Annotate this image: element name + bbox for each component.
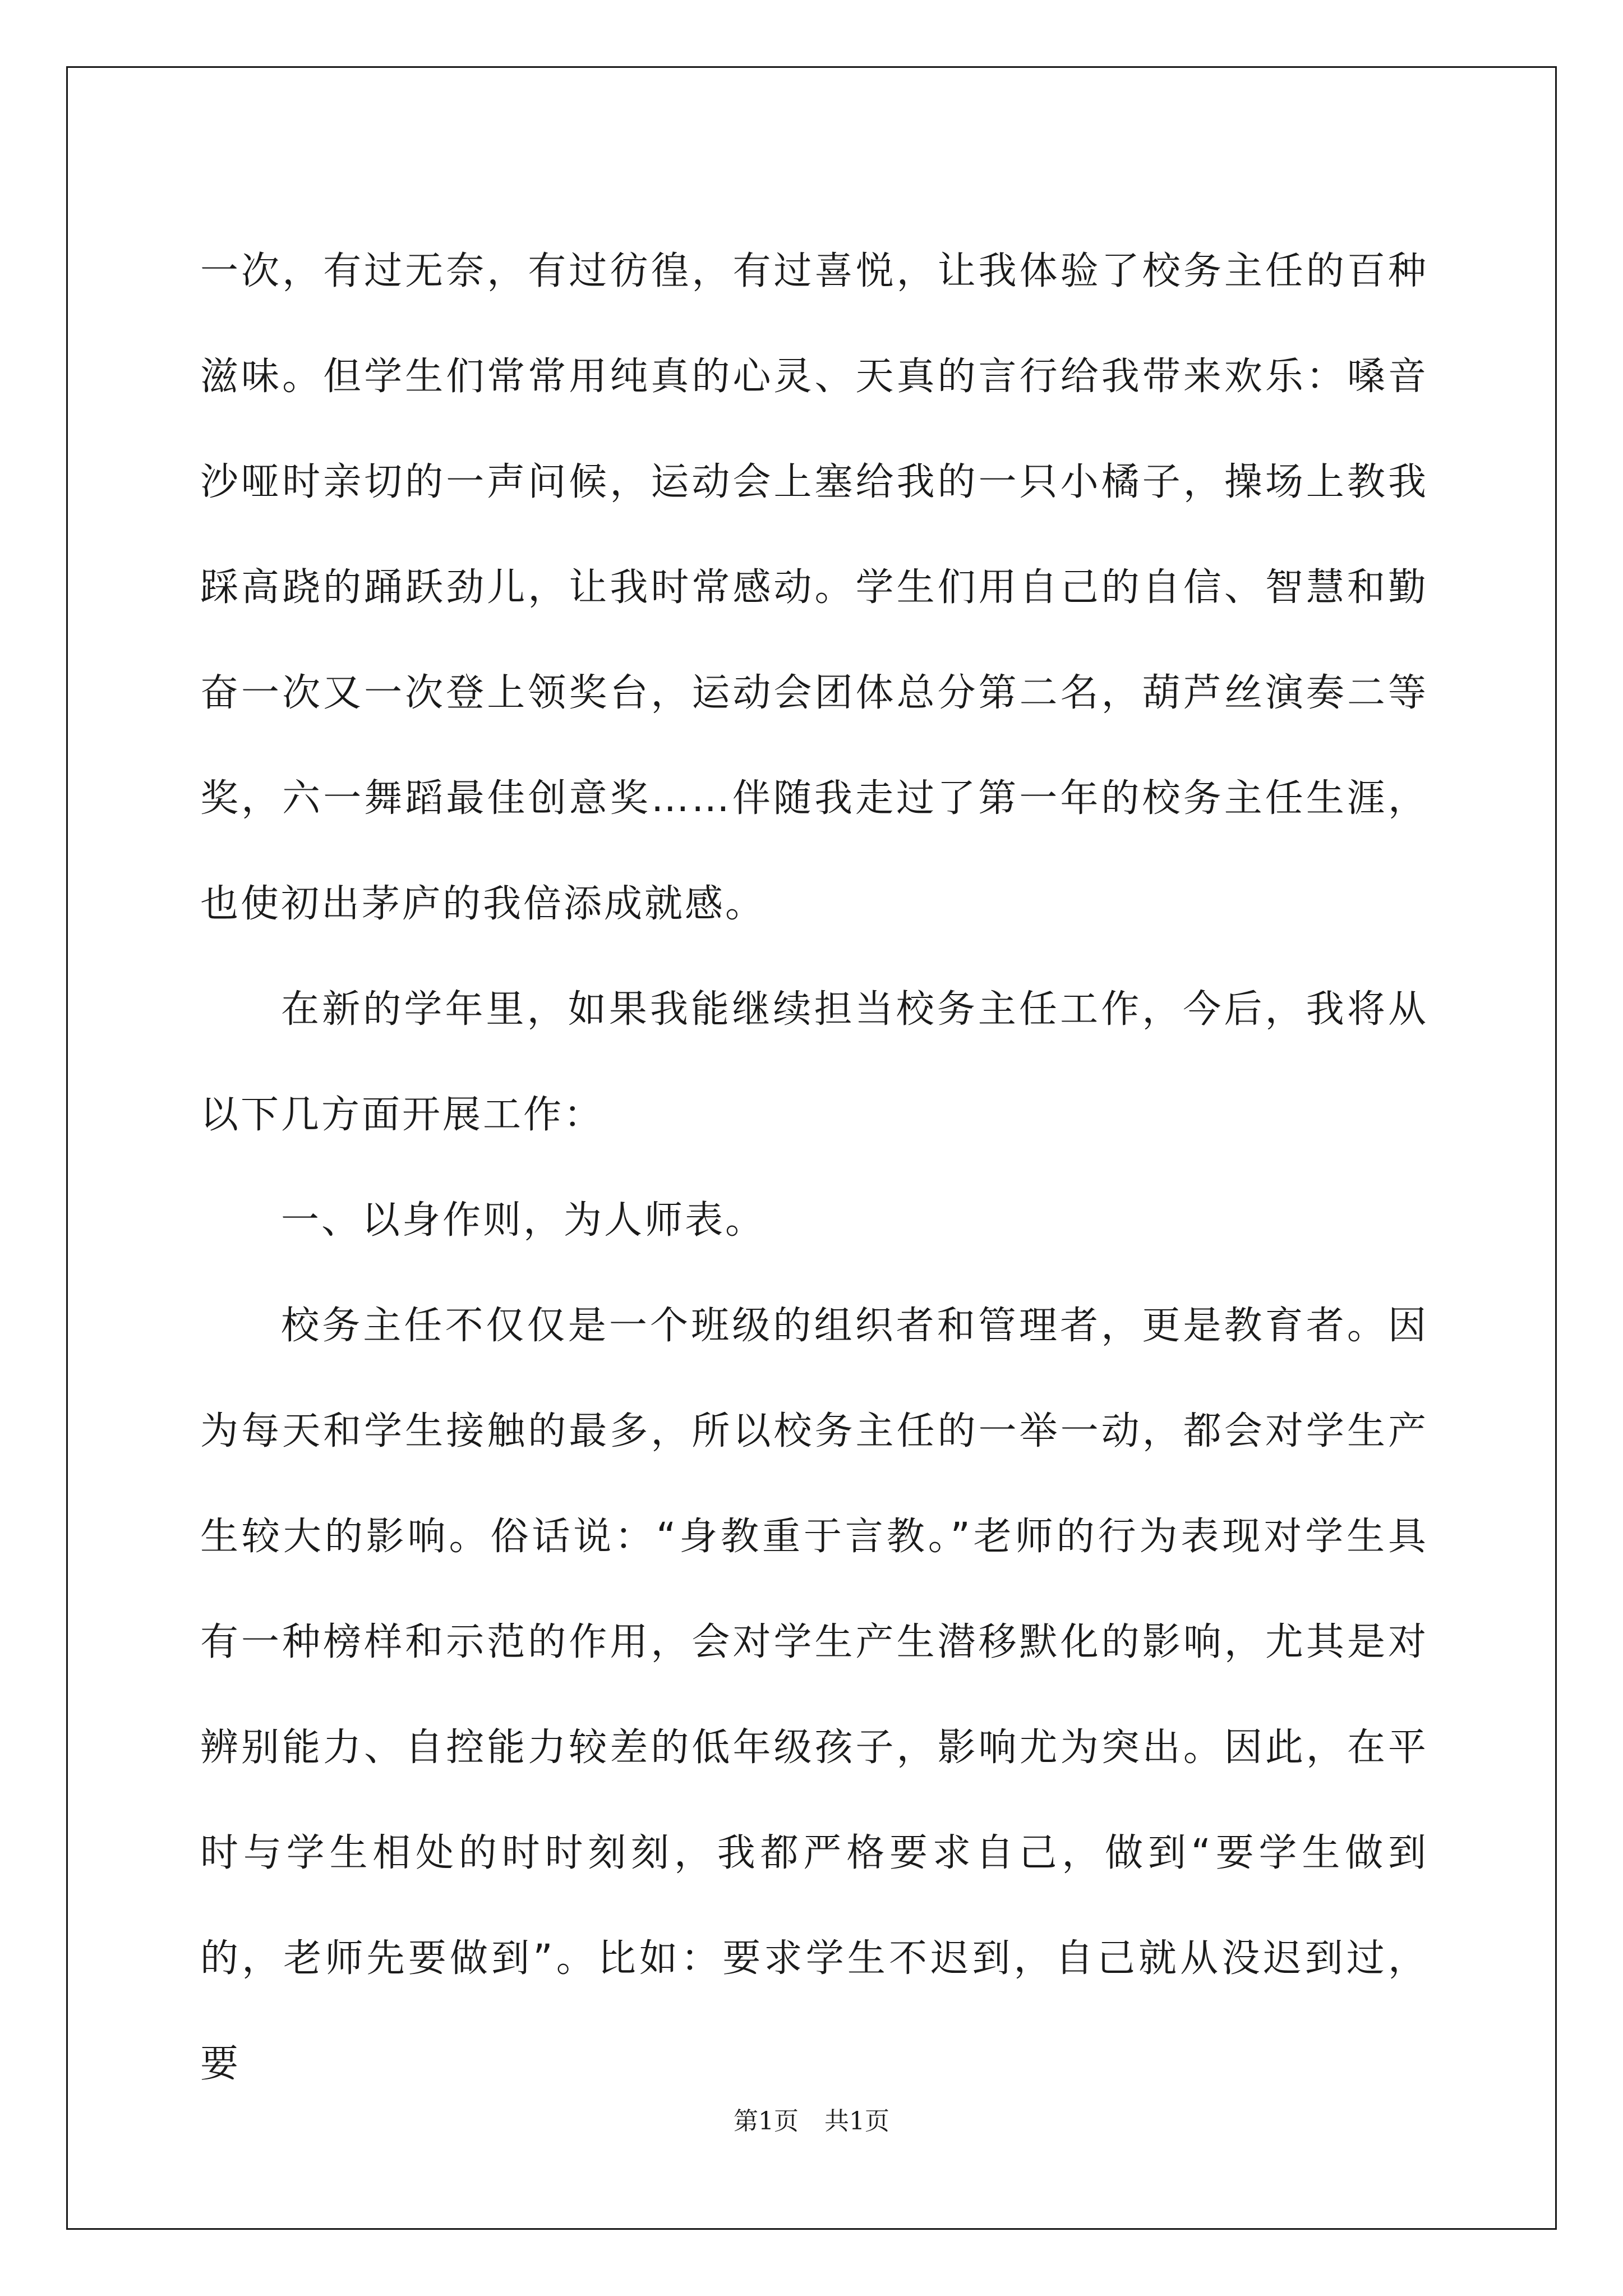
paragraph-1: 一次，有过无奈，有过彷徨，有过喜悦，让我体验了校务主任的百种滋味。但学生们常常用纯真的心灵、天真的言行给我带来欢乐：嗓音沙哑时亲切的一声问候，运动会上塞给我的一只小橘子，操场上教我踩高跷的踊跃劲儿，让我时常感动。学生们用自己的自信、智慧和勤奋一次又一次登上领奖台，运动会团体总分第二名，葫芦丝演奏二等奖，六一舞蹈最佳创意奖……伴随我走过了第一年的校务主任生涯，也使初出茅庐的我倍添成就感。 <box>200 249 1428 926</box>
page-footer <box>0 2101 1623 2137</box>
paragraph-4: 校务主任不仅仅是一个班级的组织者和管理者，更是教育者。因为每天和学生接触的最多，所以校务主任的一举一动，都会对学生产生较大的影响。俗话说：“身教重于言教。”老师的行为表现对学生具有一种榜样和示范的作用，会对学生产生潜移默化的影响，尤其是对辨别能力、自控能力较差的低年级孩子，影响尤为突出。因此，在平时与学生相处的时时刻刻，我都严格要求自己，做到“要学生做到的，老师先要做到”。比如：要求学生不迟到，自己就从没迟到过，要 <box>200 1304 1428 2086</box>
page-total: 共1页 <box>824 2107 889 2136</box>
page-number: 第1页 <box>734 2107 799 2136</box>
section-heading: 一、以身作则，为人师表。 <box>281 1198 766 1243</box>
document-body <box>200 219 1428 2117</box>
paragraph-2: 在新的学年里，如果我能继续担当校务主任工作，今后，我将从以下几方面开展工作： <box>200 987 1428 1137</box>
